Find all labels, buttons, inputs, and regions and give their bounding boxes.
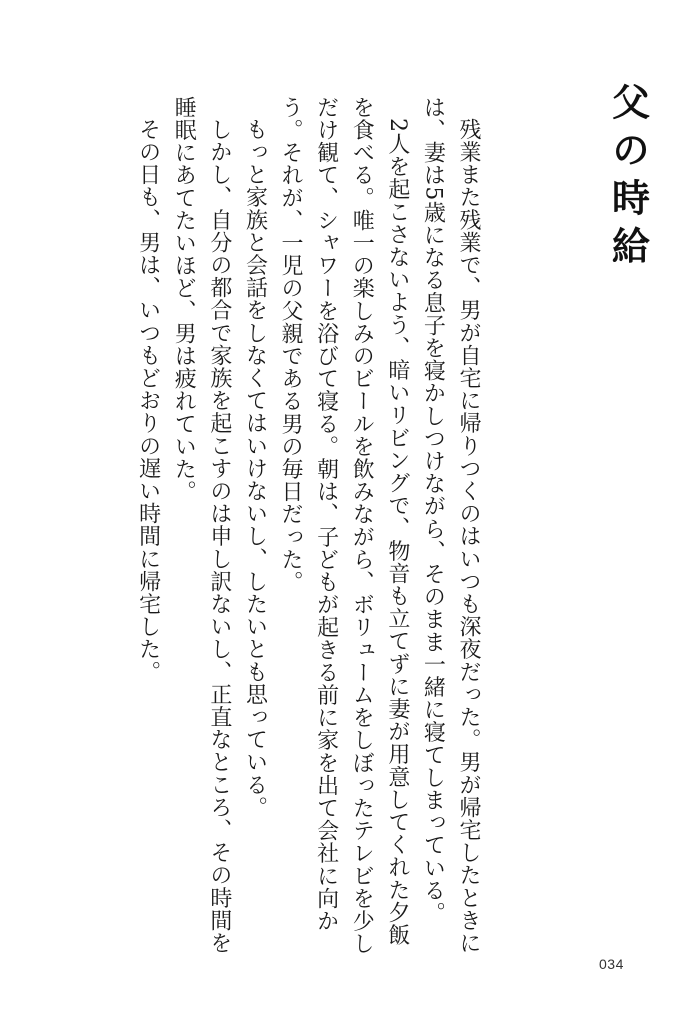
paragraph: 2人を起こさないよう、暗いリビングで、物音も立てずに妻が用意してくれた夕飯を食べる。唯一の楽しみのビールを飲みながら、ボリュームをしぼったテレビを少しだけ観て、シャワーを浴びて寝る。朝は、子どもが起きる前に家を出て会社に向かう。それが、一児の父親である男の毎日だった。 bbox=[278, 96, 410, 955]
page-number: 034 bbox=[599, 956, 624, 972]
body-text bbox=[130, 96, 486, 966]
paragraph: 残業また残業で、男が自宅に帰りつくのはいつも深夜だった。男が帰宅したときには、妻は5歳になる息子を寝かしつけながら、そのまま一緒に寝てしまっている。 bbox=[420, 96, 481, 955]
paragraph: もっと家族と会話をしなくてはいけないし、したいとも思っている。 bbox=[242, 118, 268, 819]
chapter-title: 父の時給 bbox=[605, 82, 650, 274]
paragraph: その日も、男は、いつもどおりの遅い時間に帰宅した。 bbox=[135, 118, 161, 683]
paragraph: しかし、自分の都合で家族を起こすのは申し訳ないし、正直なところ、その時間を睡眠にあてたいほど、男は疲れていた。 bbox=[171, 96, 232, 955]
